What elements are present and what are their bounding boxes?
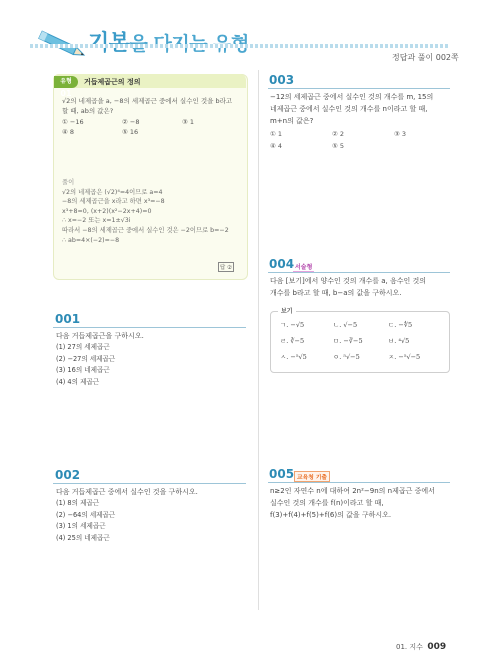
- problem-002: 다음 거듭제곱근 중에서 실수인 것을 구하시오. (1) 8의 제곱근 (2) −64의 세제곱근 (3) 1의 세제곱근 (4) 25의 네제곱근: [56, 488, 198, 542]
- bogi-item: ㅈ. −⁵√−5: [388, 353, 421, 361]
- bogi-item: ㄱ. −√5: [280, 321, 305, 329]
- problem-number: 002: [55, 468, 81, 482]
- page-number: 009: [427, 642, 447, 652]
- problem-rule: [53, 327, 246, 328]
- page-footer: 01. 지수 009: [396, 642, 447, 652]
- source-tag: 교육청 기출: [294, 471, 330, 482]
- problem-number: 005: [269, 467, 295, 481]
- problem-rule: [53, 483, 246, 484]
- bogi-item: ㅁ. −∛−5: [333, 337, 363, 345]
- page-reference: 정답과 풀이 002쪽: [392, 53, 459, 62]
- example-solution: 풀이 √2의 네제곱은 (√2)⁴=4이므로 a=4 −8의 세제곱근을 x라고 하면 x³=−8 x³+8=0, (x+2)(x²−2x+4)=0 ∴ x=−2 또는 x=1±√3i 따라서 −8의 세제곱근 중에서 실수인 것은 −2이므로 b=−2 ∴ ab=4×(−2)=−8: [62, 179, 229, 244]
- bogi-label: 보기: [278, 306, 296, 315]
- problem-number: 001: [55, 312, 81, 326]
- problem-005: n≥2인 자연수 n에 대하여 2n²−9n의 n제곱근 중에서 실수인 것의 개수를 f(n)이라고 할 때, f(3)+f(4)+f(5)+f(6)의 값을 구하시오.: [270, 487, 435, 519]
- example-title: 거듭제곱근의 정의: [84, 78, 141, 86]
- section-title: [88, 26, 249, 57]
- problem-rule: [268, 272, 450, 273]
- column-divider: [258, 70, 259, 610]
- essay-tag: 서술형: [295, 264, 313, 271]
- type-badge: 유형 01: [54, 76, 78, 88]
- problem-number: 004: [269, 257, 295, 271]
- problem-004: 다음 [보기]에서 양수인 것의 개수를 a, 음수인 것의 개수를 b라고 할 때, b−a의 값을 구하시오.: [270, 277, 427, 297]
- problem-001: 다음 거듭제곱근을 구하시오. (1) 27의 세제곱근 (2) −27의 세제곱근 (3) 16의 네제곱근 (4) 4의 제곱근: [56, 332, 144, 386]
- bogi-item: ㅂ. ⁴√5: [388, 337, 410, 345]
- example-header: [53, 74, 246, 88]
- bogi-item: ㄴ. √−5: [333, 321, 358, 329]
- bogi-item: ㄷ. −∜5: [388, 321, 413, 329]
- problem-003: −12의 세제곱근 중에서 실수인 것의 개수를 m, 15의 네제곱근 중에서 실수인 것의 개수를 n이라고 할 때, m+n의 값은? ① 1 ② 2 ③ 3 ④ 4 ⑤ 5: [270, 93, 434, 150]
- header-rule: [30, 44, 450, 48]
- bogi-item: ㄹ. ∛−5: [280, 337, 305, 345]
- bogi-item: ㅅ. −⁵√5: [280, 353, 307, 361]
- example-question: √2의 네제곱을 a, −8의 세제곱근 중에서 실수인 것을 b라고 할 때, ab의 값은? ① −16 ② −8 ③ 1 ④ 8 ⑤ 16: [62, 97, 233, 136]
- answer-mark: 답 ②: [218, 262, 234, 272]
- problem-rule: [268, 482, 450, 483]
- problem-number: 003: [269, 73, 295, 87]
- bogi-item: ㅇ. ⁵√−5: [333, 353, 360, 361]
- problem-rule: [268, 88, 450, 89]
